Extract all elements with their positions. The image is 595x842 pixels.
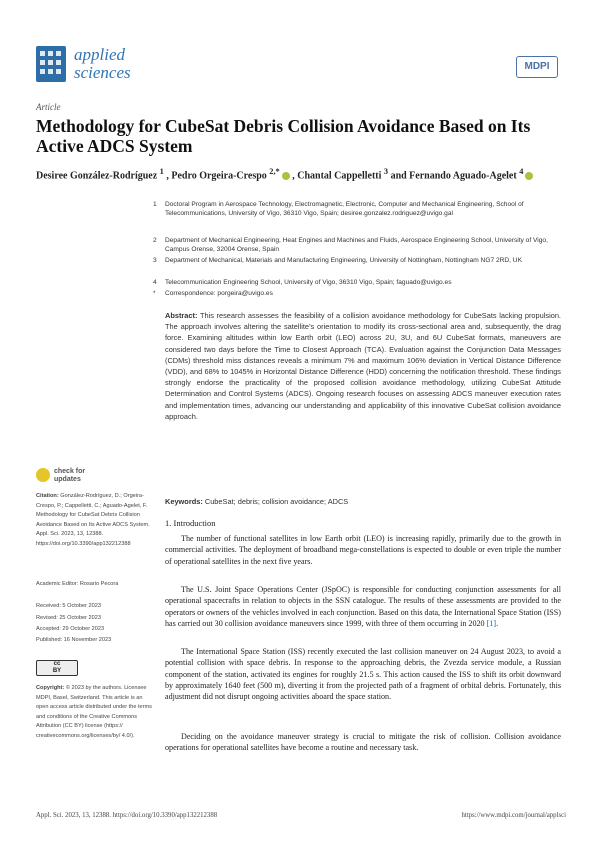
academic-editor: Academic Editor: Rosario Pecora	[36, 581, 119, 587]
intro-paragraph-4	[165, 731, 561, 754]
affiliation-number: 3	[153, 257, 157, 264]
affiliation-text: Department of Mechanical Engineering, Heat Engines and Machines and Fluids, Aerospace Engineering School, University of Vigo, Campus Orense, 32004 Orense, Spain	[165, 237, 548, 253]
affiliation-4	[153, 278, 565, 287]
affiliation-text: Telecommunication Engineering School, University of Vigo, 36310 Vigo, Spain; faguado@uvigo.es	[165, 279, 452, 286]
journal-name-line2: sciences	[74, 63, 131, 82]
affiliation-3	[153, 256, 565, 265]
copyright-text: © 2023 by the authors. Licensee MDPI, Basel, Switzerland. This article is an open access article distributed under the terms and conditions of the Creative Commons Attribution (CC BY) license (https:// creativecommons.org/licenses/by/ 4.0/).	[36, 685, 152, 739]
citation-text: González-Rodríguez, D.; Orgeira-Crespo, P.; Cappelletti, C.; Aguado-Agelet, F. Methodology for CubeSat Debris Collision Avoidance Based on Its Active ADCS System. Appl. Sci. 2023, 13, 12388. https://doi.org/10.3390/app132212388	[36, 493, 150, 547]
author-3: , Chantal Cappelletti	[292, 170, 384, 182]
copyright	[36, 684, 156, 741]
abstract-text: This research assesses the feasibility of a collision avoidance methodology for CubeSats lacking propulsion. The approach involves altering the satellite’s orientation to modify its cross-sectional area and, subsequently, the drag force. Examining altitudes within low Earth orbit (LEO) across 2U, 3U, and 6U CubeSat formats, maneuvers are considered two days before the Time to Closest Approach (TCA). Evaluation against the Conjunction Data Messages (CDMs) threshold miss distances reveals a minimum 7% and maximum 106% deviation in Vertical Distance Difference (VDD), and 68% to 1045% in Horizontal Distance Difference (HDD) concerning the notification threshold. These findings strongly endorse the practicality of the proposed collision avoidance methodology, utilizing CubeSat Attitude Determination and Control Systems (ADCS). Ongoing research focuses on assessing ADCS maneuver execution rates and implementation times, advancing our understanding and applicability of this innovative CubeSat collision avoidance approach.	[165, 311, 561, 421]
intro-paragraph-2-end: .	[496, 618, 499, 628]
author-2: , Pedro Orgeira-Crespo	[166, 170, 270, 182]
orcid-icon[interactable]	[282, 172, 290, 180]
check-updates-icon	[36, 468, 50, 482]
intro-paragraph-2	[165, 584, 561, 629]
author-1-affiliation: 1	[159, 167, 164, 176]
footer-journal-link[interactable]: https://www.mdpi.com/journal/applsci	[461, 812, 566, 819]
journal-name-line1: applied	[74, 45, 125, 64]
copyright-label: Copyright:	[36, 685, 65, 691]
author-2-affiliation: 2,*	[269, 167, 280, 176]
affiliation-number: *	[153, 290, 156, 297]
abstract-label: Abstract:	[165, 311, 198, 320]
paper-title: Methodology for CubeSat Debris Collision Avoidance Based on Its Active ADCS System	[36, 116, 531, 156]
keywords-label: Keywords:	[165, 497, 203, 506]
cc-label: cc	[53, 661, 61, 667]
citation-label: Citation:	[36, 493, 59, 499]
cc-by-label: BY	[52, 668, 62, 674]
correspondence	[153, 289, 565, 298]
orcid-icon[interactable]	[525, 172, 533, 180]
page-footer	[36, 812, 566, 819]
affiliation-number: 1	[153, 201, 157, 208]
keywords	[165, 497, 561, 506]
journal-logo-icon	[36, 46, 66, 82]
footer-citation: Appl. Sci. 2023, 13, 12388. https://doi.org/10.3390/app132212388	[36, 812, 218, 819]
received-date: Received: 5 October 2023	[36, 603, 101, 609]
mdpi-logo: MDPI	[516, 56, 558, 78]
intro-paragraph-3	[165, 646, 561, 702]
intro-paragraph-1	[165, 533, 561, 567]
affiliation-text: Department of Mechanical, Materials and Manufacturing Engineering, University of Nottingham, Nottingham NG7 2RD, UK	[165, 257, 522, 264]
author-4-affiliation: 4	[519, 167, 524, 176]
intro-paragraph-4-text: Deciding on the avoidance maneuver strategy is crucial to mitigate the risk of collision. Collision avoidance operations for operational satellites have become a routine and necessary task.	[165, 732, 561, 753]
intro-paragraph-1-text: The number of functional satellites in low Earth orbit (LEO) is increasing rapidly, primarily due to the growth in commercial activities. The deployment of broadband mega-constellations is expected to double or even triple the number of operational satellites in the next five years.	[165, 534, 561, 566]
author-list	[36, 167, 576, 181]
journal-name	[74, 46, 131, 82]
citation	[36, 492, 156, 549]
article-type: Article	[36, 102, 61, 112]
revised-date: Revised: 25 October 2023	[36, 615, 101, 621]
cc-by-license-icon[interactable]	[36, 660, 78, 676]
check-updates-line1: check for	[54, 468, 86, 475]
check-updates-label	[54, 468, 114, 484]
author-4: and Fernando Aguado-Agelet	[390, 170, 520, 182]
published-date: Published: 16 November 2023	[36, 637, 112, 643]
affiliation-number: 4	[153, 279, 157, 286]
affiliation-number: 2	[153, 237, 157, 244]
abstract	[165, 310, 561, 422]
affiliation-1	[153, 200, 565, 218]
author-1: Desiree González-Rodríguez	[36, 170, 160, 182]
check-updates-line2: updates	[54, 476, 81, 483]
intro-paragraph-2-text: The U.S. Joint Space Operations Center (JSpOC) is responsible for conducting conjunction assessments for all operational spacecrafts in relation to objects in the SSN catalogue. The results of these assessments are provided to the operators or owners of the vehicles involved in each conjunction. Based on this data, the International Space Station (ISS) has carried out 30 collision avoidance maneuvers since 1999, with three of them occurring in 2020	[165, 585, 561, 628]
affiliation-2	[153, 236, 565, 254]
affiliation-text: Doctoral Program in Aerospace Technology, Electromagnetic, Electronic, Computer and Mechanical Engineering, School of Telecommunications, University of Vigo, 36310 Vigo, Spain; desiree.gonzalez.rodriguez@uvigo.gal	[165, 201, 524, 217]
citation-link[interactable]: [1]	[486, 618, 497, 628]
accepted-date: Accepted: 29 October 2023	[36, 626, 105, 632]
keywords-text: CubeSat; debris; collision avoidance; ADCS	[202, 497, 349, 506]
intro-paragraph-3-text: The International Space Station (ISS) recently executed the last collision maneuver on 24 August 2023, to avoid a potential collision with space debris. In response to the approaching debris, the Zvezda service module, a Russian component of the station, activated its engines for roughly 21.5 s. This action caused the ISS to shift its orbit downward by approximately 1640 feet (500 m), diverting it from the projected path of a fragment of orbital debris. Fortunately, this adjustment did not disrupt ongoing activities aboard the space station.	[165, 647, 561, 702]
affiliation-text: Correspondence: porgeira@uvigo.es	[165, 290, 273, 297]
section-heading: 1. Introduction	[165, 518, 216, 528]
author-3-affiliation: 3	[383, 167, 389, 176]
